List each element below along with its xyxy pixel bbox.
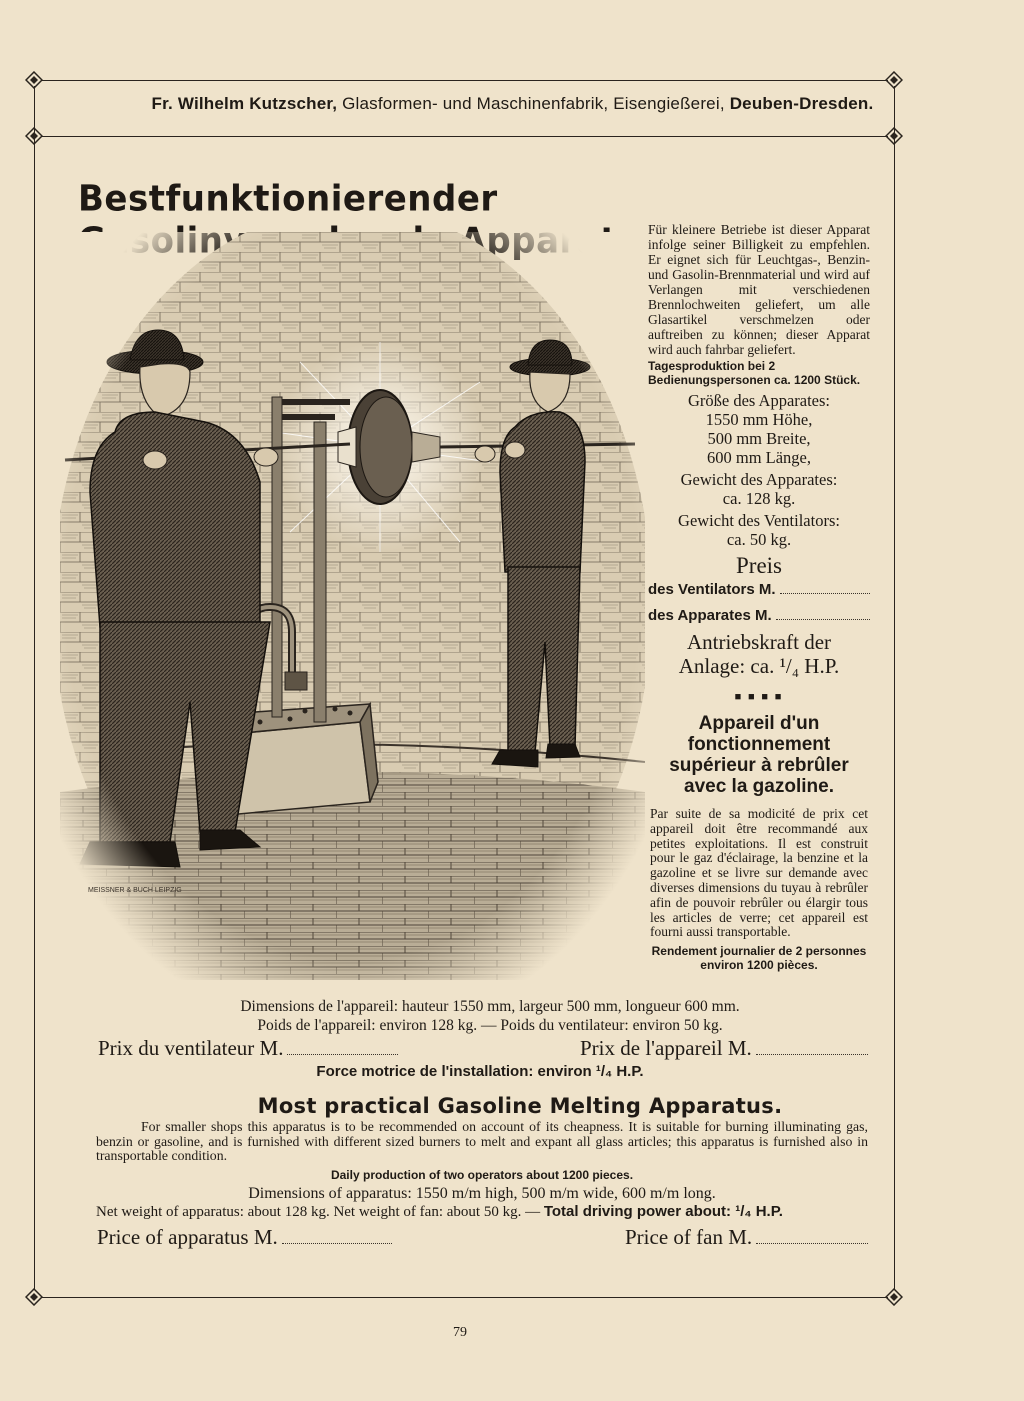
page-header: [40, 94, 985, 114]
german-price-fan-label: des Ventilators M.: [648, 581, 776, 598]
price-dotted-leader: [756, 1042, 868, 1055]
corner-ornament-icon: [885, 1288, 903, 1306]
engraver-signature: MEISSNER & BUCH LEIPZIG: [88, 887, 182, 894]
frame-header-rule: [42, 136, 888, 137]
separator-squares: ■ ■ ■ ■: [734, 691, 784, 703]
frame-top-rule: [42, 80, 888, 81]
german-drive-2: Anlage: ca. ¹/₄ H.P.: [678, 654, 840, 678]
corner-ornament-icon: [25, 127, 43, 145]
french-force: Force motrice de l'installation: environ ¹/₄ H.P.: [316, 1063, 644, 1080]
french-price-fan-label: Prix du ventilateur M.: [98, 1036, 284, 1060]
french-weights: Poids de l'appareil: environ 128 kg. — Poids du ventilateur: environ 50 kg.: [257, 1017, 723, 1034]
firm-location: Deuben-Dresden.: [729, 94, 874, 113]
german-weight-label: Gewicht des Apparates:: [680, 470, 838, 489]
price-dotted-leader: [287, 1042, 398, 1055]
french-price-app-line: [580, 1036, 868, 1060]
german-intro: Für kleinere Betriebe ist dieser Apparat infolge seiner Billigkeit zu empfehlen. Er eignet sich für Leuchtgas-, Benzin- und Gasolin-Brennmaterial und wird auf Verlangen mit verschiedenen Brennlochweiten geliefert, um alle Glasartikel verschmelzen oder auftreiben zu können; dieser Apparat wird auch fahrbar geliefert.: [648, 222, 870, 357]
price-dotted-leader: [756, 1231, 868, 1244]
german-drive-1: Antriebskraft der: [686, 630, 832, 654]
german-width: 500 mm Breite,: [707, 429, 811, 448]
english-price-app-label: Price of apparatus M.: [97, 1225, 278, 1249]
english-dimensions: Dimensions of apparatus: 1550 m/m high, 500 m/m wide, 600 m/m long.: [248, 1185, 716, 1202]
english-weights-line: [96, 1203, 868, 1221]
english-price-app-line: [97, 1225, 392, 1249]
firm-name: Fr. Wilhelm Kutzscher,: [151, 94, 338, 113]
price-dotted-leader: [282, 1231, 392, 1244]
german-height: 1550 mm Höhe,: [705, 410, 813, 429]
english-body: For smaller shops this apparatus is to be recommended on account of its cheapness. It is suitable for burning illuminating gas, benzin or gasoline, and is furnished with different sized burners to melt and expant all glass articles; this apparatus is furnished also in transportable condition.: [96, 1119, 868, 1163]
german-price-fan-line: [648, 579, 870, 601]
german-price-app-line: [648, 605, 870, 627]
price-dotted-leader: [780, 581, 870, 594]
corner-ornament-icon: [885, 71, 903, 89]
english-price-fan-label: Price of fan M.: [625, 1225, 753, 1249]
german-size-label: Größe des Apparates:: [687, 391, 831, 410]
english-title: Most practical Gasoline Melting Apparatus.: [257, 1094, 783, 1118]
corner-ornament-icon: [25, 1288, 43, 1306]
french-output: Rendement journalier de 2 personnes environ 1200 pièces.: [651, 944, 867, 973]
french-price-app-label: Prix de l'appareil M.: [580, 1036, 752, 1060]
german-price-app-label: des Apparates M.: [648, 607, 772, 624]
german-column: [648, 222, 870, 972]
english-weights: Net weight of apparatus: about 128 kg. Net weight of fan: about 50 kg. —: [96, 1204, 541, 1220]
frame-bottom-rule: [42, 1297, 888, 1298]
price-dotted-leader: [776, 607, 870, 620]
german-weight: ca. 128 kg.: [722, 489, 796, 508]
german-length: 600 mm Länge,: [706, 448, 812, 467]
page-number: 79: [453, 1325, 467, 1340]
french-body: Par suite de sa modicité de prix cet appareil doit être recommandé aux petites exploitations. Il est construit pour le gaz d'éclairage, la benzine et la gazoline et se livre sur demande avec diverses dimensions du tuyau à rebrûler afin de pouvoir rebrûler ou élargir tous les articles de verre; cet appareil est fourni aussi transportable.: [650, 806, 868, 940]
german-title: Bestfunktionierender: [78, 178, 498, 220]
german-production: Tagesproduktion bei 2 Bedienungspersonen ca. 1200 Stück.: [648, 359, 861, 387]
german-price-heading: Preis: [736, 553, 782, 578]
french-dimensions: Dimensions de l'appareil: hauteur 1550 mm, largeur 500 mm, longueur 600 mm.: [240, 998, 740, 1015]
german-fan-weight-label: Gewicht des Ventilators:: [678, 511, 840, 530]
corner-ornament-icon: [885, 127, 903, 145]
corner-ornament-icon: [25, 71, 43, 89]
french-price-fan-line: [98, 1036, 398, 1060]
english-price-fan-line: [625, 1225, 868, 1249]
english-daily: Daily production of two operators about 1200 pieces.: [330, 1168, 634, 1182]
french-title: Appareil d'un fonctionnement supérieur à rebrûler avec la gazoline.: [669, 713, 849, 797]
english-power: Total driving power about: ¹/₄ H.P.: [543, 1203, 783, 1220]
german-fan-weight: ca. 50 kg.: [726, 530, 792, 549]
frame-left-rule: [34, 86, 35, 1290]
engraving-illustration: [60, 232, 645, 980]
firm-description: Glasformen- und Maschinenfabrik, Eisengießerei,: [342, 94, 725, 113]
